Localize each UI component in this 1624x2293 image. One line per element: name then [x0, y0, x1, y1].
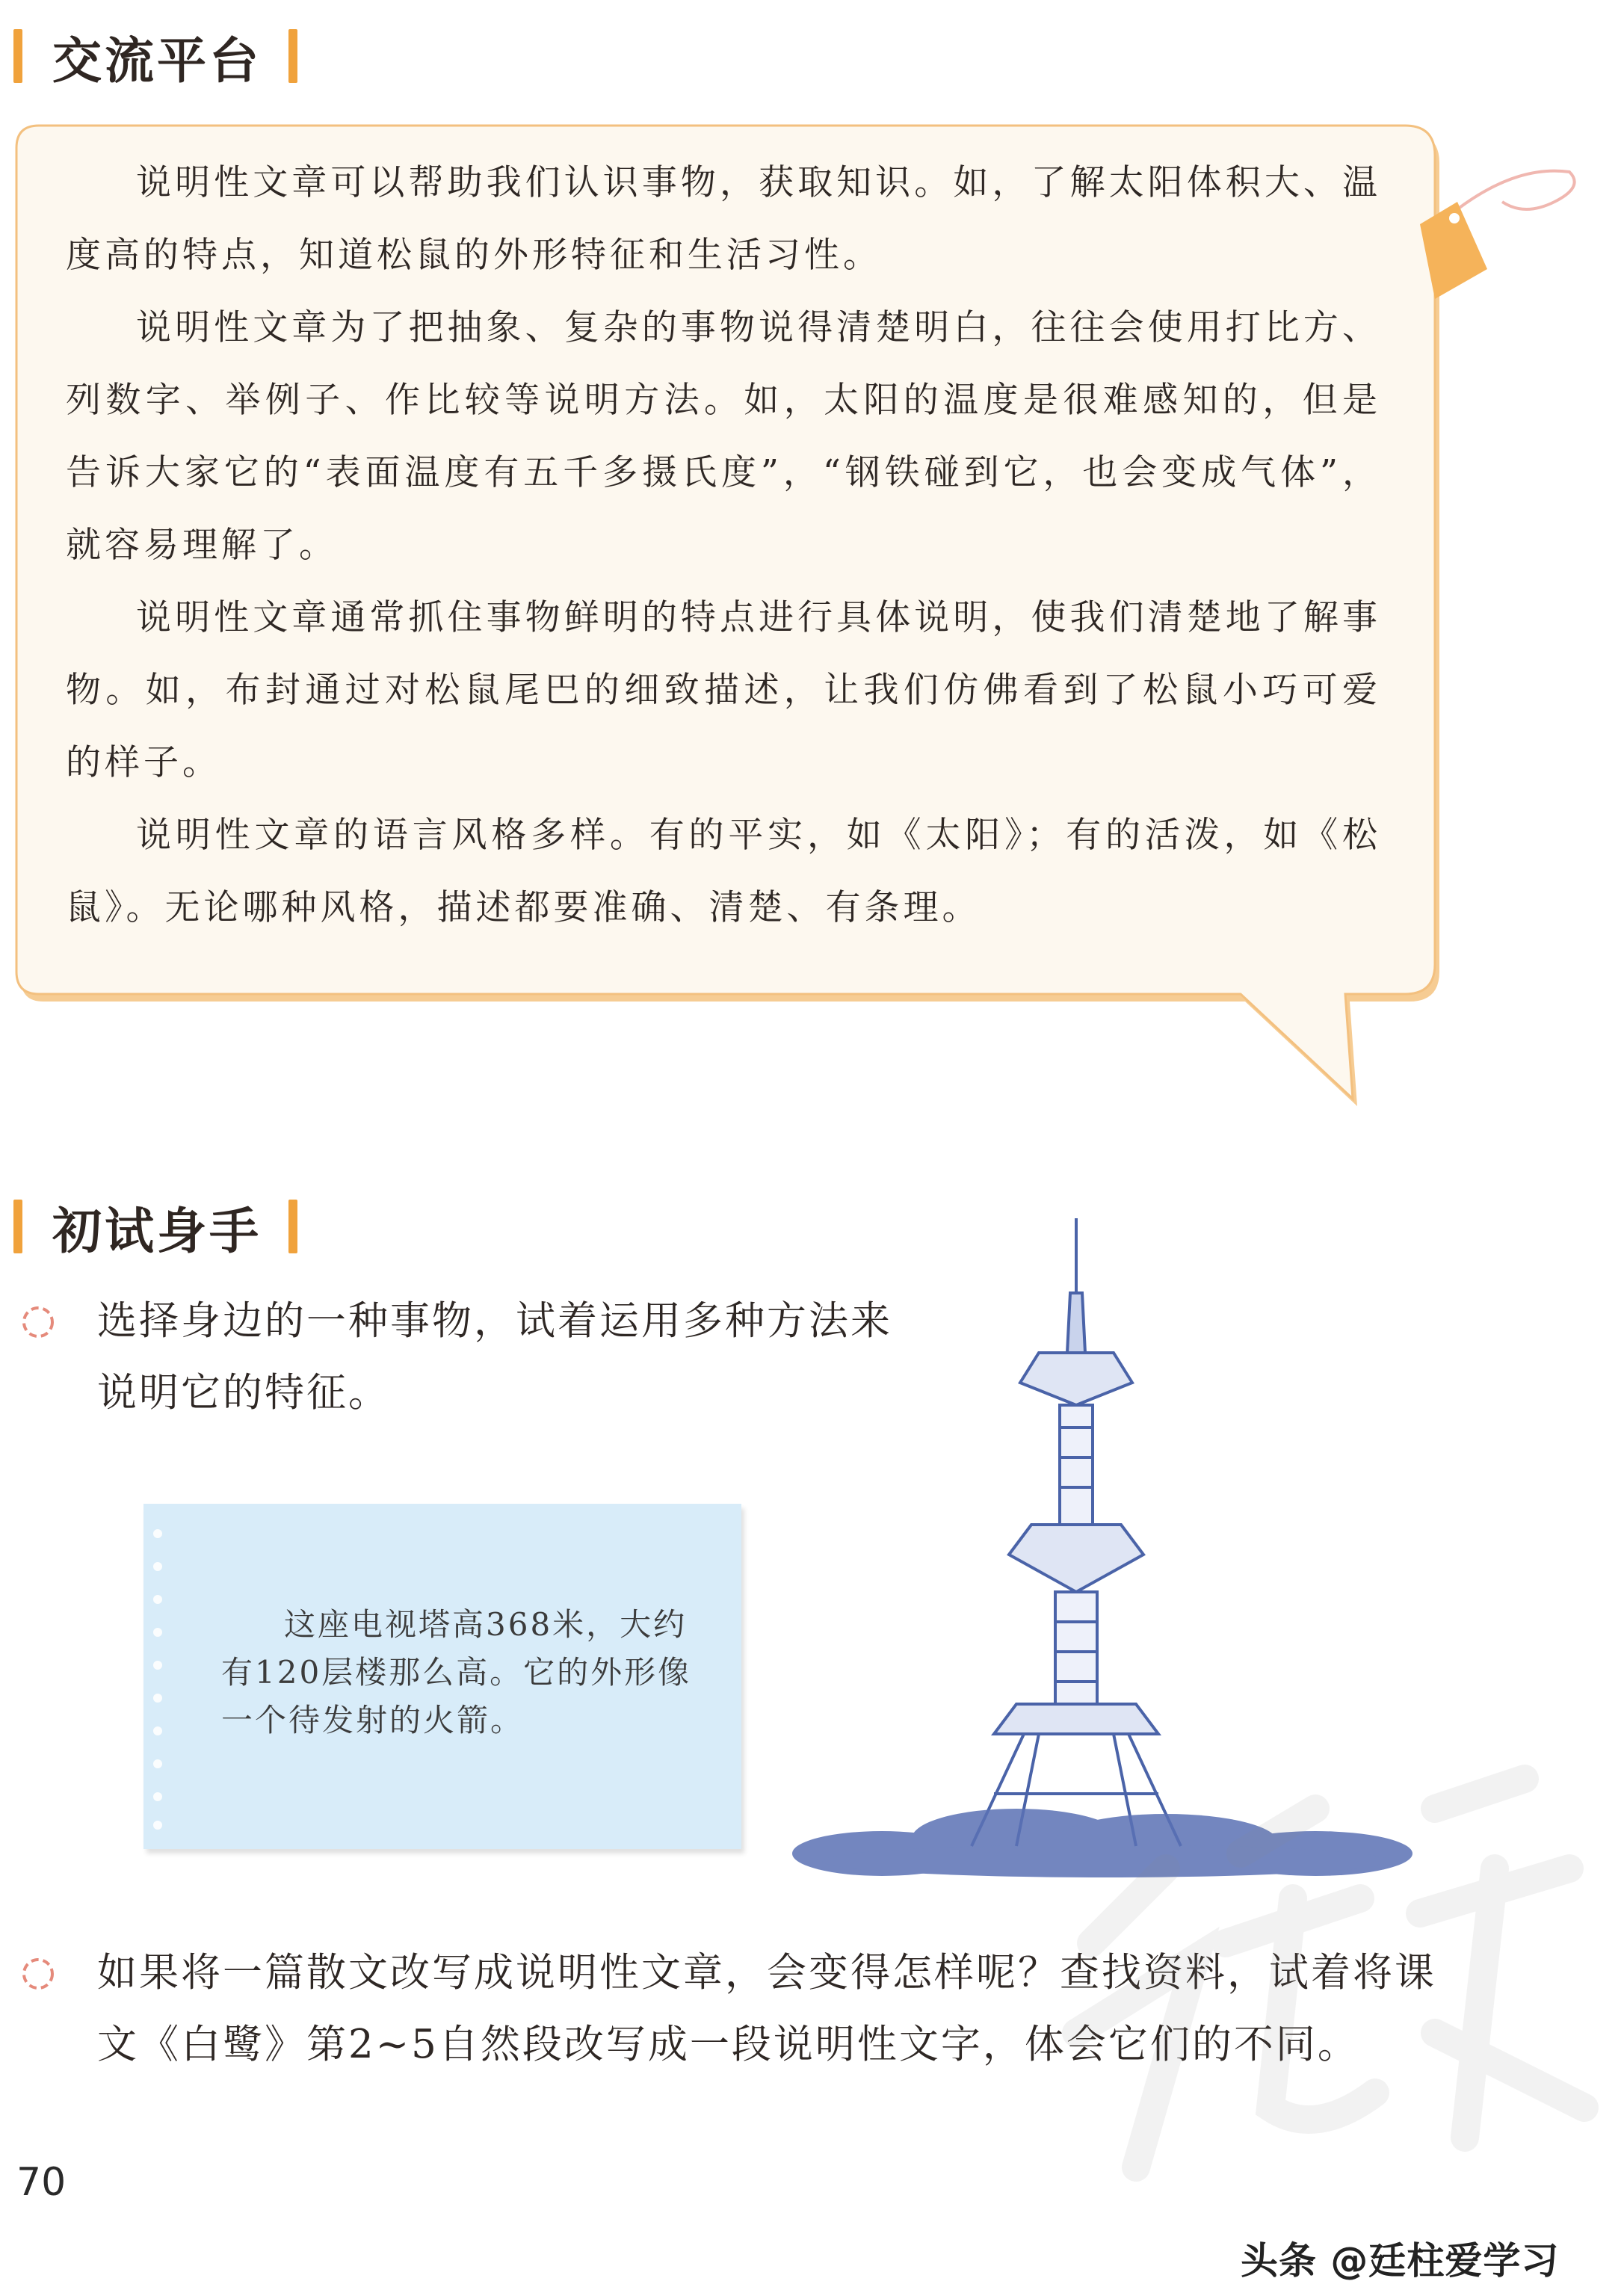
section-title-label: 初试身手 — [52, 1202, 262, 1260]
title-bar-right — [288, 1200, 297, 1253]
bubble-paragraph: 说明性文章的语言风格多样。有的平实，如《太阳》；有的活泼，如《松鼠》。无论哪种风格，描述都要准确、清楚、有条理。 — [66, 815, 1381, 928]
bubble-content — [66, 146, 1381, 944]
section-title-try — [13, 1193, 297, 1260]
title-bar-left — [13, 1200, 22, 1253]
note-card — [143, 1504, 741, 1849]
watermark: 头条 @廷柱爱学习 — [1241, 2239, 1560, 2283]
dashed-circle-bullet-icon — [21, 1957, 55, 1991]
section-title-label: 交流平台 — [52, 31, 262, 90]
background-stamp-icon — [1046, 1719, 1614, 2227]
dashed-circle-bullet-icon — [21, 1305, 55, 1339]
title-bar-left — [13, 29, 22, 83]
bubble-paragraph: 说明性文章为了把抽象、复杂的事物说得清楚明白，往往会使用打比方、列数字、举例子、作比较等说明方法。如，太阳的温度是很难感知的，但是告诉大家它的“表面温度有五千多摄氏度”，“钢铁碰到它，也会变成气体”，就容易理解了。 — [66, 307, 1382, 566]
note-text: 这座电视塔高368米，大约有120层楼那么高。它的外形像一个待发射的火箭。 — [221, 1606, 692, 1738]
note-holes — [151, 1519, 164, 1833]
bubble-paragraph: 说明性文章通常抓住事物鲜明的特点进行具体说明，使我们清楚地了解事物。如，布封通过对松鼠尾巴的细致描述，让我们仿佛看到了松鼠小巧可爱的样子。 — [66, 597, 1381, 783]
task-2-text: 如果将一篇散文改写成说明性文章，会变得怎样呢？查找资料，试着将课文《白鹭》第2~5自然段改写成一段说明性文字，体会它们的不同。 — [97, 1950, 1436, 2067]
page-number: 70 — [16, 2160, 67, 2205]
title-bar-right — [288, 29, 297, 83]
tag-ribbon-icon — [1405, 157, 1584, 306]
section-title-exchange — [13, 22, 297, 90]
bubble-paragraph: 说明性文章可以帮助我们认识事物，获取知识。如，了解太阳体积大、温度高的特点，知道松鼠的外形特征和生活习性。 — [66, 162, 1381, 276]
task-1-text: 选择身边的一种事物，试着运用多种方法来说明它的特征。 — [97, 1298, 892, 1416]
